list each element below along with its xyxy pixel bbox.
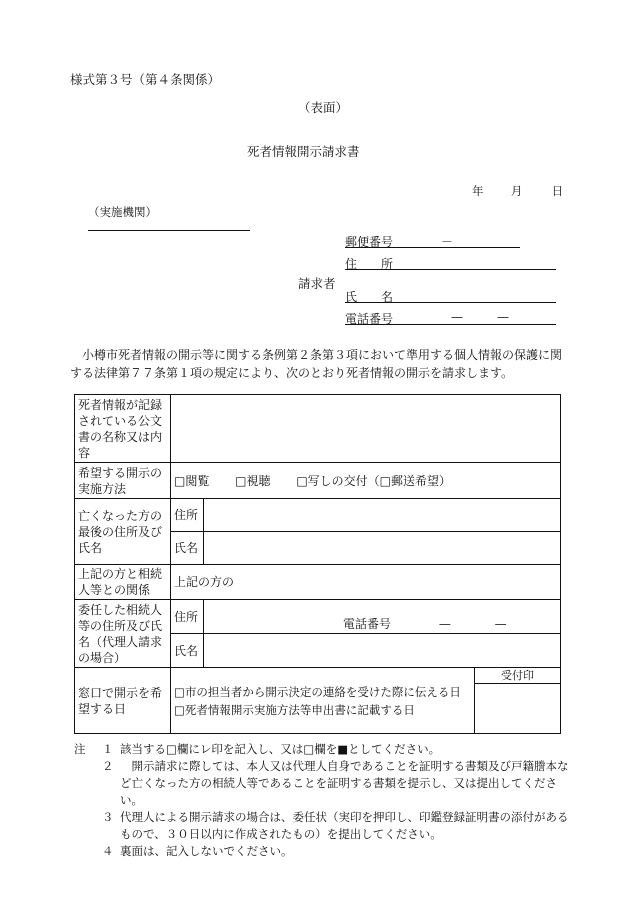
request-table bbox=[74, 394, 561, 734]
window-option-2-checkbox[interactable]: □死者情報開示実施方法等申出書に記載する日 bbox=[174, 702, 415, 717]
phone-separator-2: — bbox=[497, 310, 509, 324]
doc-name-label: 死者情報が記録されている公文書の名称又は内容 bbox=[75, 395, 171, 463]
note-text: 裏面は、記入しないでください。 bbox=[120, 844, 293, 858]
notes-section bbox=[74, 741, 574, 860]
method-options bbox=[171, 463, 561, 499]
document-title: 死者情報開示請求書 bbox=[247, 144, 360, 159]
deceased-label: 亡くなった方の最後の住所及び氏名 bbox=[75, 499, 171, 565]
notes-lead: 注 bbox=[74, 742, 86, 756]
name-label: 氏 名 bbox=[345, 290, 394, 304]
postal-code-label: 郵便番号 bbox=[345, 235, 394, 249]
note-item bbox=[74, 741, 574, 758]
name-field[interactable] bbox=[345, 288, 556, 306]
address-field[interactable] bbox=[345, 255, 556, 273]
postal-code-underline bbox=[345, 247, 520, 248]
postal-code-field[interactable] bbox=[345, 233, 520, 251]
delegate-phone-sep2: — bbox=[494, 617, 507, 631]
postal-code-separator: － bbox=[441, 235, 454, 249]
delegate-name-label: 氏名 bbox=[171, 634, 204, 668]
address-label: 住 所 bbox=[345, 257, 394, 271]
phone-label: 電話番号 bbox=[345, 312, 394, 326]
phone-field[interactable] bbox=[345, 310, 556, 328]
date-line bbox=[472, 183, 563, 199]
stamp-label: 受付印 bbox=[475, 668, 561, 684]
date-month: 月 bbox=[510, 184, 523, 198]
phone-underline bbox=[345, 324, 556, 325]
method-label: 希望する開示の実施方法 bbox=[75, 463, 171, 499]
name-underline bbox=[345, 302, 556, 303]
date-day: 日 bbox=[551, 184, 564, 198]
note-text: 該当する□欄にレ印を記入し、又は□欄を■としてください。 bbox=[120, 742, 441, 756]
address-underline bbox=[345, 269, 556, 270]
delegate-address-input[interactable] bbox=[204, 600, 561, 634]
note-item bbox=[74, 809, 574, 843]
delegate-name-input[interactable] bbox=[204, 634, 561, 668]
date-year: 年 bbox=[472, 184, 484, 198]
window-date-options bbox=[171, 668, 475, 734]
agency-label: （実施機関） bbox=[88, 205, 157, 219]
doc-name-input[interactable] bbox=[171, 395, 561, 463]
relation-input[interactable] bbox=[171, 565, 561, 600]
note-text: 開示請求に際しては、本人又は代理人自身であることを証明する書類及び戸籍謄本など亡くなった方の相続人等であることを証明する書類を提示し、又は提出してください。 bbox=[120, 759, 569, 807]
option-view-checkbox[interactable]: □閲覧 bbox=[174, 473, 210, 488]
window-date-label: 窓口で開示を希望する日 bbox=[75, 668, 171, 734]
relation-label: 上記の方と相続人等との関係 bbox=[75, 565, 171, 600]
delegate-label: 委任した相続人等の住所及び氏名（代理人請求の場合） bbox=[75, 600, 171, 668]
deceased-address-input[interactable] bbox=[204, 499, 561, 532]
note-number: ４ bbox=[102, 844, 114, 858]
note-number: ２ bbox=[102, 759, 114, 773]
delegate-phone-sep1: — bbox=[438, 617, 451, 631]
option-copy-checkbox[interactable]: □写しの交付（□郵送希望） bbox=[296, 473, 452, 488]
deceased-address-label: 住所 bbox=[171, 499, 204, 532]
face-label: （表面） bbox=[298, 100, 349, 115]
deceased-name-input[interactable] bbox=[204, 532, 561, 565]
deceased-name-label: 氏名 bbox=[171, 532, 204, 565]
delegate-address-label: 住所 bbox=[171, 600, 204, 634]
note-text: 代理人による開示請求の場合は、委任状（実印を押印し、印鑑登録証明書の添付があるもので、３０日以内に作成されたもの）を提出してください。 bbox=[120, 810, 569, 841]
option-listen-checkbox[interactable]: □視聴 bbox=[235, 473, 271, 488]
note-number: ３ bbox=[102, 810, 114, 824]
stamp-area bbox=[475, 684, 561, 734]
note-number: １ bbox=[102, 742, 114, 756]
window-option-1-checkbox[interactable]: □市の担当者から開示決定の連絡を受けた際に伝える日 bbox=[174, 684, 461, 699]
note-item bbox=[74, 758, 574, 809]
note-item bbox=[74, 843, 574, 860]
requester-label: 請求者 bbox=[298, 276, 336, 291]
intro-paragraph: 小樽市死者情報の開示等に関する条例第２条第３項において準用する個人情報の保護に関する法律第７７条第１項の規定により、次のとおり死者情報の開示を請求します。 bbox=[70, 348, 563, 380]
agency-signature-line[interactable] bbox=[88, 230, 250, 231]
relation-text: 上記の方の bbox=[174, 575, 235, 589]
phone-separator-1: — bbox=[451, 310, 463, 324]
form-number: 様式第３号（第４条関係） bbox=[70, 72, 221, 87]
delegate-phone-label: 電話番号 bbox=[343, 617, 392, 631]
